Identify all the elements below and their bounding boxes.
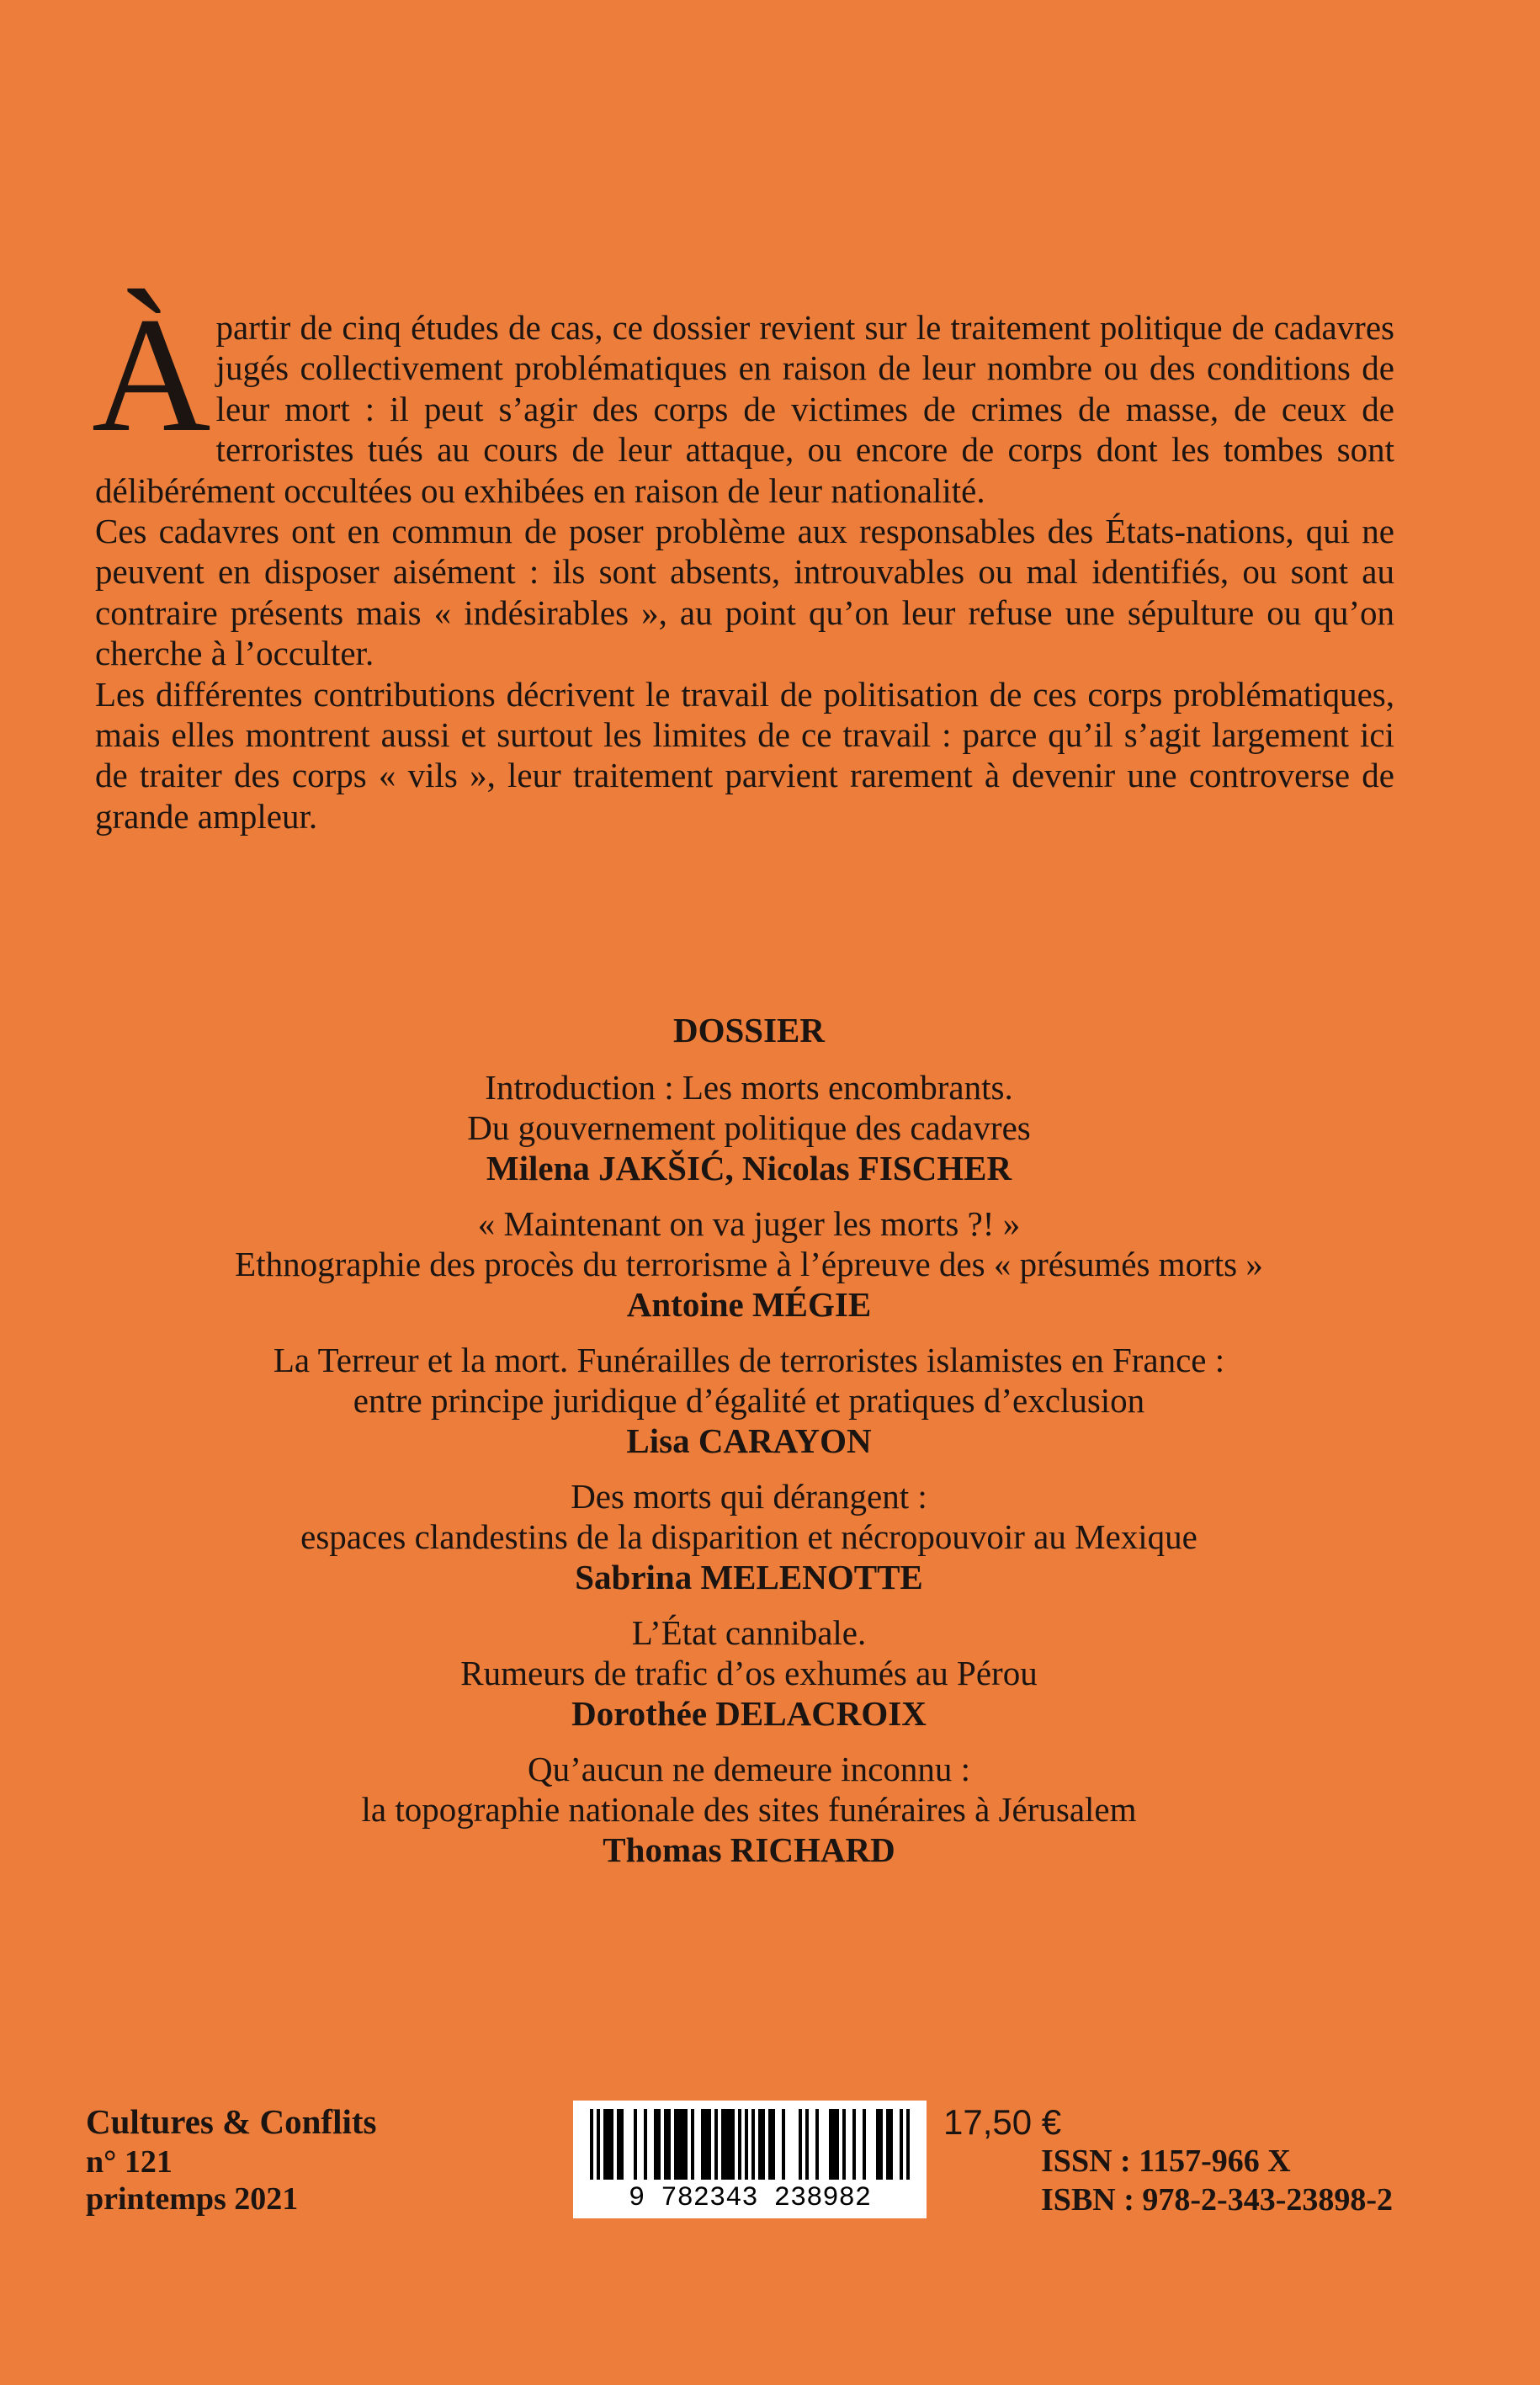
article-3 <box>0 1340 1498 1461</box>
article-5-title-line-1: L’État cannibale. <box>631 1613 867 1652</box>
abstract <box>92 284 1394 837</box>
barcode-bar <box>832 2109 836 2180</box>
barcode-bar <box>607 2109 610 2180</box>
article-6 <box>0 1749 1498 1870</box>
barcode-bar <box>610 2109 613 2180</box>
article-1-title-line-1: Introduction : Les morts encombrants. <box>485 1068 1013 1107</box>
dossier-heading: DOSSIER <box>672 1011 825 1049</box>
article-1-author: Milena JAKŠIĆ, Nicolas FISCHER <box>486 1149 1012 1187</box>
price: 17,50 € <box>943 2102 1062 2142</box>
barcode-bar <box>728 2109 731 2180</box>
barcode-bar <box>829 2109 832 2180</box>
isbn: ISBN : 978-2-343-23898-2 <box>1041 2182 1393 2218</box>
article-2-title-line-2: Ethnographie des procès du terrorisme à l’épreuve des « présumés morts » <box>235 1245 1263 1283</box>
barcode-bar <box>768 2109 772 2180</box>
article-2-title-line-1: « Maintenant on va juger les morts ?! » <box>477 1204 1021 1243</box>
journal-season: printemps 2021 <box>86 2181 299 2217</box>
barcode <box>573 2101 927 2218</box>
article-6-title-line-1: Qu’aucun ne demeure inconnu : <box>528 1750 970 1788</box>
barcode-bar <box>879 2109 883 2180</box>
drop-cap: À <box>92 284 211 466</box>
barcode-bar <box>863 2109 866 2180</box>
barcode-bar <box>725 2109 728 2180</box>
article-5 <box>0 1612 1498 1734</box>
barcode-bar <box>762 2109 765 2180</box>
barcode-bar <box>886 2109 889 2180</box>
barcode-bar <box>691 2109 694 2180</box>
journal-info <box>86 2100 376 2218</box>
barcode-bar <box>805 2109 809 2180</box>
barcode-bar <box>714 2109 718 2180</box>
barcode-bar <box>842 2109 846 2180</box>
abstract-paragraph-1 <box>92 284 1394 511</box>
article-5-author: Dorothée DELACROIX <box>571 1694 927 1733</box>
barcode-bar <box>620 2109 624 2180</box>
barcode-bar <box>617 2109 620 2180</box>
barcode-bar <box>906 2109 910 2180</box>
barcode-bar <box>677 2109 681 2180</box>
identifier-codes <box>1041 2142 1393 2219</box>
barcode-bar <box>836 2109 839 2180</box>
barcode-graphic <box>581 2109 918 2210</box>
barcode-bar <box>644 2109 647 2180</box>
article-3-title-line-2: entre principe juridique d’égalité et pratiques d’exclusion <box>353 1381 1145 1420</box>
barcode-bar <box>782 2109 785 2180</box>
barcode-bar <box>684 2109 688 2180</box>
issn: ISSN : 1157-966 X <box>1041 2143 1291 2179</box>
abstract-paragraph-1-text: partir de cinq études de cas, ce dossier revient sur le traitement politique de cadavres jugés collectivement problématiques en raison de leur nombre ou des conditions de leur mort : il peut s’agir des corps de victimes de crimes de masse, de ceux de terroristes tués au cours de leur attaque, ou encore de corps dont les tombes sont délibérément occultées ou exhibées en raison de leur nationalité. <box>95 308 1394 510</box>
barcode-bar <box>704 2109 708 2180</box>
article-6-title-line-2: la topographie nationale des sites funéraires à Jérusalem <box>361 1790 1137 1829</box>
article-2 <box>0 1203 1498 1325</box>
barcode-digits: 9 782343 238982 <box>628 2182 872 2210</box>
article-3-author: Lisa CARAYON <box>626 1421 872 1460</box>
article-4-title-line-2: espaces clandestins de la disparition et nécropouvoir au Mexique <box>300 1517 1197 1556</box>
barcode-bar <box>751 2109 755 2180</box>
barcode-bar <box>701 2109 704 2180</box>
barcode-bar <box>758 2109 762 2180</box>
barcode-bar <box>667 2109 671 2180</box>
article-1 <box>0 1067 1498 1188</box>
barcode-bar <box>731 2109 735 2180</box>
barcode-bar <box>654 2109 657 2180</box>
barcode-bar <box>590 2109 593 2180</box>
article-1-title-line-2: Du gouvernement politique des cadavres <box>467 1108 1031 1147</box>
article-3-title-line-1: La Terreur et la mort. Funérailles de terroristes islamistes en France : <box>273 1341 1225 1379</box>
barcode-bar <box>664 2109 667 2180</box>
barcode-bar <box>889 2109 893 2180</box>
barcode-bar <box>681 2109 684 2180</box>
article-4-title-line-1: Des morts qui dérangent : <box>571 1477 927 1516</box>
article-4 <box>0 1476 1498 1597</box>
journal-name: Cultures & Conflits <box>86 2102 377 2141</box>
barcode-bar <box>674 2109 677 2180</box>
dossier-section <box>0 1010 1498 1885</box>
barcode-bar <box>745 2109 748 2180</box>
barcode-bar <box>738 2109 741 2180</box>
barcode-bar <box>815 2109 819 2180</box>
barcode-bar <box>597 2109 600 2180</box>
abstract-paragraph-2: Ces cadavres ont en commun de poser problème aux responsables des États-nations, qui ne peuvent en disposer aisément : ils sont absents, introuvables ou mal identifiés, ou sont au contraire présents mais « indésirables », au point qu’on leur refuse une sépulture ou qu’on cherche à l’occulter. <box>95 512 1394 673</box>
barcode-bar <box>772 2109 775 2180</box>
barcode-bar <box>799 2109 802 2180</box>
barcode-bar <box>657 2109 661 2180</box>
article-2-author: Antoine MÉGIE <box>626 1285 872 1324</box>
abstract-paragraph-3: Les différentes contributions décrivent le travail de politisation de ces corps problématiques, mais elles montrent aussi et surtout les limites de ce travail : parce qu’il s’agit largement ici de traiter des corps « vils », leur traitement parvient rarement à devenir une controverse de grande ampleur. <box>95 674 1394 836</box>
article-6-author: Thomas RICHARD <box>603 1830 895 1869</box>
barcode-bar <box>634 2109 637 2180</box>
journal-issue: n° 121 <box>86 2144 173 2180</box>
article-5-title-line-2: Rumeurs de trafic d’os exhumés au Pérou <box>460 1654 1038 1692</box>
barcode-bar <box>603 2109 607 2180</box>
barcode-bar <box>708 2109 711 2180</box>
article-4-author: Sabrina MELENOTTE <box>575 1558 923 1596</box>
barcode-bar <box>721 2109 725 2180</box>
barcode-bar <box>876 2109 879 2180</box>
barcode-bar <box>852 2109 856 2180</box>
barcode-bar <box>900 2109 903 2180</box>
